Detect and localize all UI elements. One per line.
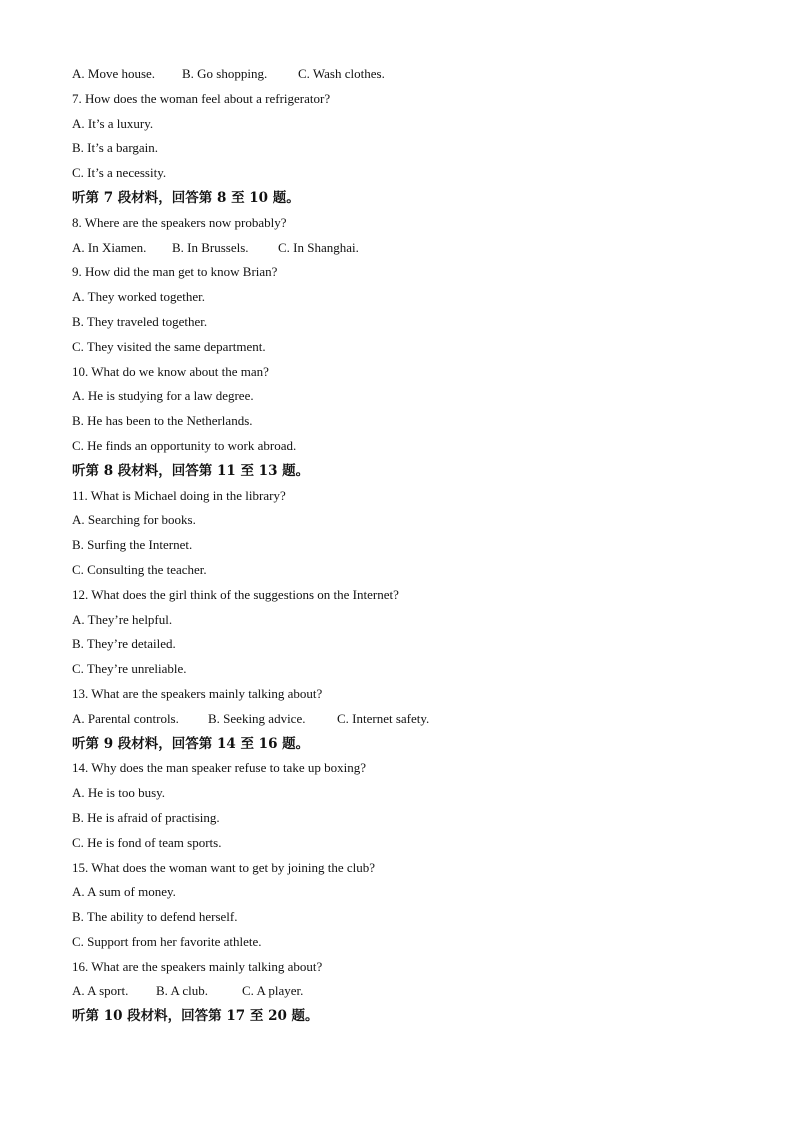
option-c: C. Internet safety. bbox=[337, 710, 430, 726]
options-row bbox=[72, 62, 752, 87]
option-text: B. He is afraid of practising. bbox=[72, 809, 220, 825]
option-c: C. In Shanghai. bbox=[278, 239, 359, 255]
question-text: 7. How does the woman feel about a refrigerator? bbox=[72, 90, 331, 106]
option-c: C. A player. bbox=[242, 983, 304, 999]
option-a: A. Parental controls. bbox=[72, 710, 179, 726]
question-text: 12. What does the girl think of the suggestions on the Internet? bbox=[72, 586, 399, 602]
option-text: C. Consulting the teacher. bbox=[72, 561, 207, 577]
section-heading: 听第 8 段材料，回答第 11 至 13 题。 bbox=[72, 462, 310, 479]
option-b: B. Seeking advice. bbox=[208, 710, 306, 726]
option-text: B. It’s a bargain. bbox=[72, 140, 159, 156]
options-row bbox=[72, 236, 752, 261]
option-text: C. Support from her favorite athlete. bbox=[72, 933, 262, 949]
option-text: A. It’s a luxury. bbox=[72, 115, 154, 131]
question-text: 11. What is Michael doing in the library? bbox=[72, 487, 286, 503]
option-text: A. He is studying for a law degree. bbox=[72, 388, 254, 404]
option-b: B. Go shopping. bbox=[182, 66, 268, 81]
section-heading: 听第 9 段材料，回答第 14 至 16 题。 bbox=[72, 735, 310, 752]
option-text: A. A sum of money. bbox=[72, 884, 176, 900]
option-a: A. Move house. bbox=[72, 66, 156, 81]
option-text: C. They’re unreliable. bbox=[72, 661, 187, 677]
option-text: C. It’s a necessity. bbox=[72, 165, 167, 181]
option-text: A. He is too busy. bbox=[72, 785, 166, 801]
option-b: B. In Brussels. bbox=[172, 239, 249, 255]
question-text: 15. What does the woman want to get by joining the club? bbox=[72, 859, 376, 875]
option-text: B. He has been to the Netherlands. bbox=[72, 413, 253, 429]
option-text: A. Searching for books. bbox=[72, 512, 196, 528]
section-heading: 听第 10 段材料，回答第 17 至 20 题。 bbox=[72, 1008, 319, 1025]
option-text: A. They worked together. bbox=[72, 289, 205, 305]
options-row bbox=[72, 979, 752, 1004]
option-text: B. They’re detailed. bbox=[72, 636, 176, 652]
question-text: 14. Why does the man speaker refuse to take up boxing? bbox=[72, 760, 366, 776]
option-text: C. He finds an opportunity to work abroad. bbox=[72, 437, 297, 453]
option-a: A. In Xiamen. bbox=[72, 239, 147, 255]
document-page bbox=[72, 62, 752, 1029]
question-text: 13. What are the speakers mainly talking about? bbox=[72, 685, 323, 701]
question-text: 8. Where are the speakers now probably? bbox=[72, 214, 287, 230]
option-text: B. Surfing the Internet. bbox=[72, 537, 193, 553]
option-text: B. The ability to defend herself. bbox=[72, 909, 238, 925]
question-text: 10. What do we know about the man? bbox=[72, 363, 269, 379]
option-c: C. Wash clothes. bbox=[298, 66, 385, 81]
option-a: A. A sport. bbox=[72, 983, 129, 999]
option-text: B. They traveled together. bbox=[72, 313, 208, 329]
option-text: C. He is fond of team sports. bbox=[72, 834, 222, 850]
option-text: C. They visited the same department. bbox=[72, 338, 266, 354]
section-heading: 听第 7 段材料，回答第 8 至 10 题。 bbox=[72, 189, 300, 206]
question-text: 9. How did the man get to know Brian? bbox=[72, 264, 278, 280]
option-text: A. They’re helpful. bbox=[72, 611, 173, 627]
question-text: 16. What are the speakers mainly talking about? bbox=[72, 958, 323, 974]
option-b: B. A club. bbox=[156, 983, 209, 999]
options-row bbox=[72, 707, 752, 732]
